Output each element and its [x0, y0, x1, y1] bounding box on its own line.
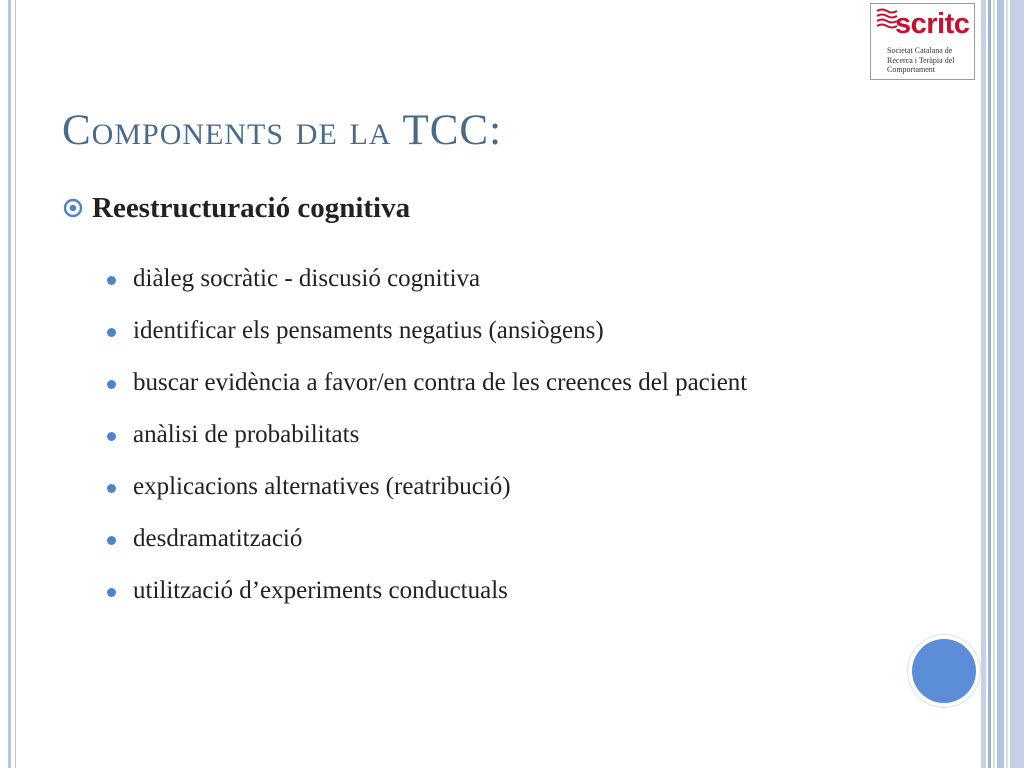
bullet-dot-icon: [107, 380, 116, 389]
scritc-logo: [870, 3, 975, 80]
list-item: [104, 263, 884, 294]
logo-subtitle: [887, 46, 975, 75]
list-item-text: explicacions alternatives (reatribució): [133, 473, 511, 500]
level1-text: Reestructuració cognitiva: [92, 192, 411, 224]
decorative-circle: [912, 639, 976, 703]
level1-bullet: [63, 190, 410, 226]
right-border-band: [1006, 0, 1008, 768]
list-item: [104, 367, 884, 398]
list-item-text: anàlisi de probabilitats: [133, 421, 360, 448]
right-border-band: [1010, 0, 1024, 768]
bullet-dot-icon: [107, 432, 116, 441]
logo-subtitle-line: Comportament: [887, 65, 935, 74]
list-item-text: desdramatització: [133, 525, 303, 552]
bullet-dot-icon: [107, 536, 116, 545]
list-item: [104, 419, 884, 450]
slide-title: Components de la TCC:: [62, 107, 503, 154]
logo-subtitle-line: Recerca i Teràpia del: [887, 55, 955, 65]
right-border-band: [981, 0, 986, 768]
list-item-text: identificar els pensaments negatius (ansiògens): [133, 317, 604, 344]
bullet-dot-icon: [107, 328, 116, 337]
logo-wordmark: scritc: [895, 8, 970, 40]
right-border-band: [988, 0, 991, 768]
bullet-dot-icon: [107, 276, 116, 285]
list-item: [104, 523, 884, 554]
list-item: [104, 471, 884, 502]
right-border-band: [993, 0, 995, 768]
logo-subtitle-line: Societat Catalana de: [887, 46, 953, 55]
list-item-text: buscar evidència a favor/en contra de les creences del pacient: [133, 369, 748, 396]
bullet-dot-icon: [107, 484, 116, 493]
ring-bullet-icon: [63, 198, 83, 218]
right-border-band: [997, 0, 1004, 768]
list-item-text: utilització d’experiments conductuals: [133, 577, 508, 604]
list-item-text: diàleg socràtic - discusió cognitiva: [133, 265, 481, 292]
left-border-line: [15, 0, 16, 768]
list-item: [104, 575, 884, 606]
bullet-dot-icon: [107, 588, 116, 597]
list-item: [104, 315, 884, 346]
subpoint-list: [104, 263, 884, 627]
left-border-line: [8, 0, 11, 768]
